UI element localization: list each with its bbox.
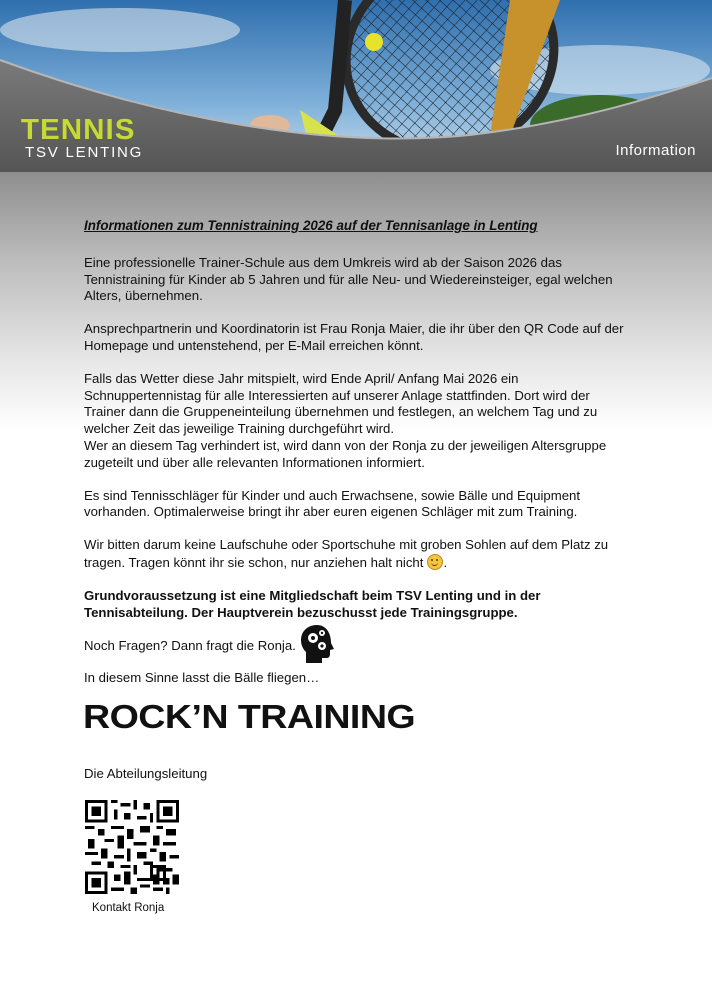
paragraph-absent: Wer an diesem Tag verhindert ist, wird dann von der Ronja zu der jeweiligen Altersgruppe zugeteilt und über alle relevanten Informationen informiert. xyxy=(84,437,607,470)
qr-code[interactable] xyxy=(85,800,179,894)
qr-caption: Kontakt Ronja xyxy=(92,902,165,914)
paragraph-membership: Grundvoraussetzung ist eine Mitgliedschaft beim TSV Lenting und in der Tennisabteilung. Der Hauptverein bezuschusst jede Trainingsgruppe. xyxy=(84,587,541,620)
signature: Die Abteilungsleitung xyxy=(84,766,208,781)
slogan: ROCK’N TRAINING xyxy=(83,698,416,735)
paragraph-trainer-school: Eine professionelle Trainer-Schule aus dem Umkreis wird ab der Saison 2026 das Tennistraining für Kinder ab 5 Jahren und für alle Neu- und Wiedereinsteiger, egal welchen Alters, übernehmen. xyxy=(84,254,613,304)
info-letter xyxy=(84,218,632,687)
page-title: Informationen zum Tennistraining 2026 auf der Tennisanlage in Lenting xyxy=(84,218,538,233)
logo-club-name: TSV LENTING xyxy=(25,144,144,161)
paragraph-questions: Noch Fragen? Dann fragt die Ronja. xyxy=(84,638,296,654)
head-gears-icon xyxy=(300,624,336,664)
header-banner xyxy=(0,0,712,172)
shoes-text: Wir bitten darum keine Laufschuhe oder Sportschuhe mit groben Sohlen auf dem Platz zu tragen. Tragen könnt ihr sie schon, nur anziehen halt nicht xyxy=(84,537,609,570)
shoes-text-end: . xyxy=(443,554,448,570)
paragraph-equipment: Es sind Tennisschläger für Kinder und auch Erwachsene, sowie Bälle und Equipment vorhanden. Optimalerweise bringt ihr aber euren eigenen Schläger mit zum Training. xyxy=(84,487,581,520)
section-label: Information xyxy=(615,142,696,159)
paragraph-shoes xyxy=(84,537,632,572)
logo-tennis: TENNIS xyxy=(20,114,136,146)
smiley-emoji-icon xyxy=(427,554,443,570)
paragraph-closing: In diesem Sinne lasst die Bälle fliegen… xyxy=(84,670,320,686)
paragraph-contact: Ansprechpartnerin und Koordinatorin ist Frau Ronja Maier, die ihr über den QR Code auf der Homepage und untenstehend, per E-Mail erreichen könnt. xyxy=(84,321,624,353)
paragraph-trial-day: Falls das Wetter diese Jahr mitspielt, wird Ende April/ Anfang Mai 2026 ein Schnuppertennistag für alle Interessierten auf unserer Anlage stattfinden. Dort wird der Trainer dann die Gruppeneinteilung übernehmen und festlegen, an welchem Tag und zu welcher Zeit das jeweilige Training durchgeführt wird. xyxy=(84,370,598,437)
